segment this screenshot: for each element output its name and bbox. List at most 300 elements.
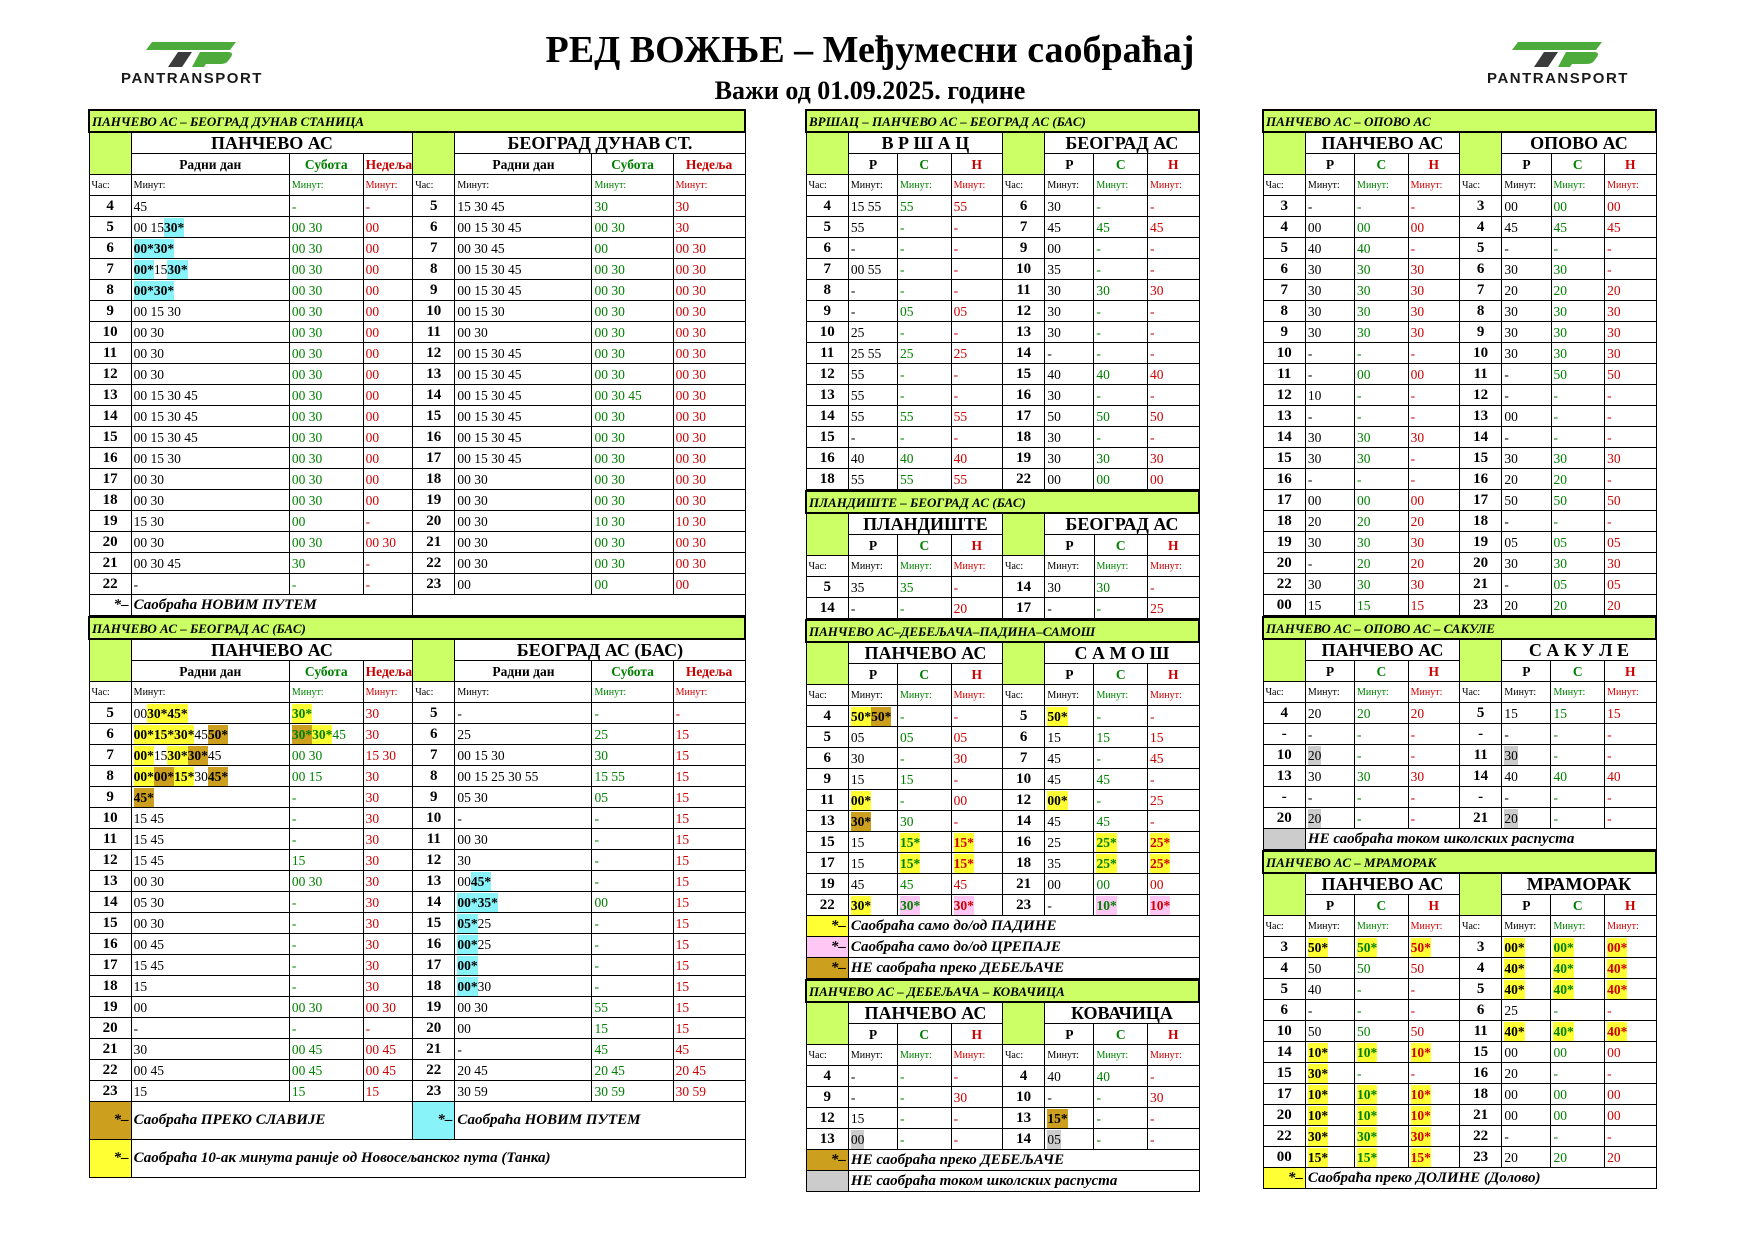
minute-label: Минут: xyxy=(1148,685,1200,706)
time-text: - xyxy=(1607,1128,1612,1144)
hour-cell: 19 xyxy=(1263,532,1305,553)
table-row xyxy=(1263,808,1656,829)
note-empty xyxy=(413,595,745,616)
time-text: - xyxy=(1149,387,1155,403)
minutes-cell xyxy=(1094,448,1148,469)
hour-label: Час: xyxy=(1459,682,1501,703)
hour-cell: 9 xyxy=(806,769,848,790)
minute-label: Минут: xyxy=(848,685,897,706)
minutes-cell xyxy=(1408,808,1459,829)
minutes-cell xyxy=(455,574,592,595)
time-text: 55 xyxy=(850,408,865,424)
minutes-cell xyxy=(1094,874,1148,895)
hour-cell: 17 xyxy=(806,853,848,874)
time-text: 00 xyxy=(1357,492,1371,508)
hour-cell: 3 xyxy=(1263,937,1305,958)
time-text: 00 15 30 45 xyxy=(457,366,522,382)
highlighted-time: 15* xyxy=(174,768,195,784)
minutes-cell xyxy=(363,745,413,766)
station-name: ПАНЧЕВО АС xyxy=(848,1002,1002,1024)
time-text: 00 xyxy=(365,345,380,361)
minutes-cell xyxy=(1605,1126,1656,1147)
highlighted-time: 25* xyxy=(1150,855,1171,871)
day-weekday: Р xyxy=(1305,154,1354,175)
time-text: 00 30 xyxy=(457,492,488,508)
hour-cell: 21 xyxy=(413,1039,455,1060)
minute-label: Минут: xyxy=(1355,916,1409,937)
minutes-cell xyxy=(1605,532,1656,553)
minutes-cell xyxy=(1355,259,1409,280)
time-text: - xyxy=(594,831,599,847)
minute-label: Минут: xyxy=(1605,682,1656,703)
time-text: 00 30 xyxy=(133,471,165,487)
time-text: 45 xyxy=(1149,219,1164,235)
table-row xyxy=(89,1018,745,1039)
time-text: 25 xyxy=(900,345,914,361)
minutes-cell xyxy=(673,427,745,448)
minutes-cell xyxy=(1045,727,1094,748)
minutes-cell xyxy=(131,1039,289,1060)
time-text: 15 xyxy=(675,915,690,931)
minutes-cell xyxy=(673,259,745,280)
table-row xyxy=(89,427,745,448)
hour-cell: 19 xyxy=(413,997,455,1018)
note-marker: *– xyxy=(413,1102,455,1140)
hour-cell: 14 xyxy=(1459,427,1501,448)
hour-cell: 14 xyxy=(1002,343,1044,364)
table-row xyxy=(1263,406,1656,427)
minutes-cell xyxy=(898,385,952,406)
hour-label: Час: xyxy=(1263,682,1305,703)
timetable xyxy=(1262,850,1657,1189)
hour-cell: 11 xyxy=(413,829,455,850)
time-text: 00 30 xyxy=(675,555,707,571)
table-row xyxy=(89,532,745,553)
hour-cell: 14 xyxy=(413,892,455,913)
minutes-cell xyxy=(592,745,673,766)
table-row xyxy=(806,874,1199,895)
highlighted-time: 40* xyxy=(1553,1023,1574,1039)
minutes-cell xyxy=(673,238,745,259)
minutes-cell xyxy=(848,1108,897,1129)
time-text: - xyxy=(1607,789,1612,805)
minutes-cell xyxy=(1045,301,1094,322)
time-text: 00 30 xyxy=(594,450,625,466)
minutes-cell xyxy=(1094,406,1148,427)
time-text: 05 xyxy=(1607,534,1621,550)
minutes-cell xyxy=(1605,574,1656,595)
time-text: 00 xyxy=(1607,198,1621,214)
time-text: 45 xyxy=(133,198,148,214)
highlighted-time: 10* xyxy=(1410,1044,1431,1060)
minutes-cell xyxy=(592,406,673,427)
day-saturday: Субота xyxy=(592,154,673,175)
hour-cell: 4 xyxy=(1002,1066,1044,1087)
hour-cell: 7 xyxy=(806,259,848,280)
table-row xyxy=(806,1108,1199,1129)
time-text: - xyxy=(1047,897,1052,913)
hour-cell: 22 xyxy=(413,553,455,574)
time-text: 00 30 xyxy=(675,471,707,487)
time-text: 30 xyxy=(1047,303,1061,319)
time-text: 00 30 xyxy=(291,747,323,763)
minutes-cell xyxy=(1551,553,1605,574)
time-text: - xyxy=(1096,240,1101,256)
time-text: 00 30 xyxy=(457,471,488,487)
time-text: 00 xyxy=(1607,1086,1621,1102)
minutes-cell xyxy=(1551,511,1605,532)
time-text: 50 xyxy=(1504,492,1518,508)
highlighted-time: 20 xyxy=(1504,810,1518,826)
table-row xyxy=(1263,1105,1656,1126)
hour-cell: 10 xyxy=(1263,745,1305,766)
minutes-cell xyxy=(1502,322,1551,343)
minutes-cell xyxy=(1045,322,1094,343)
time-text: - xyxy=(953,366,959,382)
minutes-cell xyxy=(1551,343,1605,364)
time-text: 00 xyxy=(594,240,608,256)
minutes-cell xyxy=(1551,469,1605,490)
minutes-cell xyxy=(289,913,363,934)
minutes-cell xyxy=(1148,1087,1199,1108)
note-marker: *– xyxy=(806,916,848,937)
table-row xyxy=(806,238,1199,259)
time-text: - xyxy=(1047,345,1052,361)
minutes-cell xyxy=(673,1039,745,1060)
highlighted-time: 50* xyxy=(207,726,229,742)
time-text: - xyxy=(1357,471,1362,487)
hour-cell: 12 xyxy=(413,343,455,364)
time-text: - xyxy=(900,1131,905,1147)
minutes-cell xyxy=(455,196,592,217)
time-text: - xyxy=(1307,198,1313,214)
time-text: - xyxy=(1357,1065,1362,1081)
time-text: 05 xyxy=(1607,576,1621,592)
time-text: 15 xyxy=(675,789,690,805)
hour-cell: 20 xyxy=(413,1018,455,1039)
minutes-cell xyxy=(592,322,673,343)
time-text: - xyxy=(1607,513,1612,529)
minutes-cell xyxy=(1502,553,1551,574)
minutes-cell xyxy=(1605,280,1656,301)
hour-cell: 4 xyxy=(806,1066,848,1087)
note-marker: *– xyxy=(89,1102,131,1140)
time-text: 00 45 xyxy=(133,936,165,952)
minutes-cell xyxy=(1408,385,1459,406)
minutes-cell xyxy=(951,364,1002,385)
hour-cell: 18 xyxy=(413,469,455,490)
time-text: 30 xyxy=(1553,324,1568,340)
table-row xyxy=(806,1129,1199,1150)
day-sunday: Н xyxy=(1408,154,1459,175)
hour-cell: 17 xyxy=(1459,490,1501,511)
hour-cell: 6 xyxy=(806,748,848,769)
minutes-cell xyxy=(848,469,897,490)
minutes-cell xyxy=(848,895,897,916)
minutes-cell xyxy=(673,196,745,217)
highlighted-time: 15* xyxy=(1307,1149,1329,1165)
table-row xyxy=(806,406,1199,427)
time-text: - xyxy=(594,852,599,868)
time-text: - xyxy=(1357,810,1362,826)
minutes-cell xyxy=(951,238,1002,259)
hour-cell: 17 xyxy=(413,955,455,976)
time-text: 30 xyxy=(1607,324,1621,340)
hour-cell: 15 xyxy=(413,406,455,427)
minutes-cell xyxy=(455,829,592,850)
hour-cell: 22 xyxy=(89,1060,131,1081)
minutes-cell xyxy=(1045,706,1094,727)
highlighted-time: 10* xyxy=(1410,1107,1431,1123)
time-text: 00 30 xyxy=(291,873,323,889)
time-text: 55 xyxy=(953,471,968,487)
minutes-cell xyxy=(363,997,413,1018)
minutes-cell xyxy=(1408,259,1459,280)
minute-label: Минут: xyxy=(1045,1045,1094,1066)
highlighted-time: 50* xyxy=(1307,939,1329,955)
time-text: - xyxy=(900,324,905,340)
minutes-cell xyxy=(1355,553,1409,574)
highlighted-time: 00* xyxy=(133,726,154,742)
hour-cell: 23 xyxy=(1002,895,1044,916)
hour-cell: 16 xyxy=(413,427,455,448)
station-name: ПАНЧЕВО АС xyxy=(848,642,1002,664)
minutes-cell xyxy=(1094,748,1148,769)
minutes-cell xyxy=(1408,343,1459,364)
time-text: 20 xyxy=(1553,1149,1567,1165)
day-weekday: Р xyxy=(1045,664,1094,685)
time-text: 00 xyxy=(365,324,380,340)
hour-cell: 21 xyxy=(1459,574,1501,595)
hour-cell: 15 xyxy=(89,913,131,934)
time-text: 15 xyxy=(675,747,690,763)
time-text: 15 xyxy=(675,957,690,973)
minutes-cell xyxy=(131,280,289,301)
time-text: - xyxy=(953,1068,959,1084)
minutes-cell xyxy=(1502,1105,1551,1126)
minutes-cell xyxy=(673,976,745,997)
time-text: - xyxy=(1357,1002,1362,1018)
timetable xyxy=(805,109,1200,490)
table-row xyxy=(806,1087,1199,1108)
time-text: - xyxy=(365,576,371,592)
table-row xyxy=(1263,511,1656,532)
table-row xyxy=(89,1081,745,1102)
minutes-cell xyxy=(1605,364,1656,385)
minutes-cell xyxy=(1148,598,1199,619)
minutes-cell xyxy=(363,955,413,976)
highlighted-time: 45* xyxy=(207,768,229,784)
hour-cell: 20 xyxy=(1263,1105,1305,1126)
hour-cell: 4 xyxy=(89,196,131,217)
minutes-cell xyxy=(592,574,673,595)
table-row xyxy=(806,427,1199,448)
minutes-cell xyxy=(1045,196,1094,217)
note-text: НЕ саобраћа преко ДЕБЕЉАЧЕ xyxy=(848,958,1199,979)
table-row xyxy=(89,259,745,280)
minutes-cell xyxy=(592,808,673,829)
time-text: - xyxy=(850,1089,856,1105)
time-text: - xyxy=(1096,708,1101,724)
table-row xyxy=(806,832,1199,853)
time-text: 15 45 xyxy=(133,810,165,826)
hour-cell: 16 xyxy=(89,934,131,955)
hour-cell: 17 xyxy=(1002,406,1044,427)
time-text: 00 30 xyxy=(365,999,397,1015)
time-text: 30 xyxy=(1553,555,1568,571)
table-row xyxy=(1263,1021,1656,1042)
minutes-cell xyxy=(363,1060,413,1081)
table-row xyxy=(89,703,745,724)
minutes-cell xyxy=(848,364,897,385)
minutes-cell xyxy=(1502,979,1551,1000)
hour-cell: 11 xyxy=(1263,364,1305,385)
minutes-cell xyxy=(363,196,413,217)
minutes-cell xyxy=(1502,1084,1551,1105)
minutes-cell xyxy=(673,724,745,745)
station-name: ПАНЧЕВО АС xyxy=(1305,132,1459,154)
hour-cell: 20 xyxy=(89,1018,131,1039)
time-text: 45 xyxy=(675,1041,690,1057)
time-text: 30 xyxy=(1357,768,1371,784)
note-marker: *– xyxy=(89,595,131,616)
time-text: 15 30 xyxy=(133,513,165,529)
time-text: 00 xyxy=(1047,876,1061,892)
table-row xyxy=(89,745,745,766)
minutes-cell xyxy=(131,1060,289,1081)
minutes-cell xyxy=(1408,490,1459,511)
minutes-cell xyxy=(363,892,413,913)
minutes-cell xyxy=(1148,748,1200,769)
minutes-cell xyxy=(131,934,289,955)
time-text: 00 30 xyxy=(133,324,165,340)
time-text: 00 30 xyxy=(594,429,625,445)
table-row xyxy=(1263,196,1656,217)
time-text: 00 15 xyxy=(291,768,323,784)
time-text: 00 15 30 45 xyxy=(133,408,198,424)
hour-label: Час: xyxy=(1002,175,1044,196)
minute-label: Минут: xyxy=(951,685,1002,706)
minutes-cell xyxy=(455,490,592,511)
day-sunday: Н xyxy=(1148,664,1200,685)
time-text: 00 xyxy=(133,705,148,721)
minutes-cell xyxy=(289,1018,363,1039)
minutes-cell xyxy=(1147,301,1199,322)
minutes-cell xyxy=(363,976,413,997)
minutes-cell xyxy=(1147,238,1199,259)
minutes-cell xyxy=(592,259,673,280)
hour-label: Час: xyxy=(806,685,848,706)
time-text: 15 xyxy=(133,978,148,994)
time-text: 40 xyxy=(900,450,914,466)
minutes-cell xyxy=(673,997,745,1018)
time-text: - xyxy=(953,324,959,340)
minute-label: Минут: xyxy=(898,1045,952,1066)
minutes-cell xyxy=(951,706,1002,727)
time-text: 15 xyxy=(1410,597,1425,613)
minutes-cell xyxy=(1551,1126,1605,1147)
minutes-cell xyxy=(898,1129,952,1150)
time-text: - xyxy=(1096,198,1101,214)
time-text: 50 xyxy=(1607,366,1621,382)
time-text: - xyxy=(1553,429,1559,445)
minutes-cell xyxy=(455,301,592,322)
time-text: 30 xyxy=(365,789,380,805)
minutes-cell xyxy=(131,406,289,427)
day-weekday: Радни дан xyxy=(455,154,592,175)
time-text: 45 xyxy=(1096,771,1110,787)
highlighted-time: 45* xyxy=(470,873,492,889)
minutes-cell xyxy=(1148,706,1200,727)
time-text: 00 30 xyxy=(365,534,397,550)
table-row xyxy=(806,790,1199,811)
time-text: 05 xyxy=(1553,576,1568,592)
minutes-cell xyxy=(363,448,413,469)
time-text: 15 xyxy=(133,1083,148,1099)
minutes-cell xyxy=(1305,595,1354,616)
station-name: В Р Ш А Ц xyxy=(848,132,1002,154)
time-text: 00 xyxy=(365,492,380,508)
minutes-cell xyxy=(131,322,289,343)
hour-cell: 7 xyxy=(89,259,131,280)
time-text: 15 45 xyxy=(133,852,165,868)
table-row xyxy=(89,976,745,997)
minutes-cell xyxy=(1045,577,1094,598)
highlighted-time: 05 xyxy=(1047,1131,1061,1147)
minutes-cell xyxy=(289,976,363,997)
minutes-cell xyxy=(1094,727,1148,748)
time-text: 00 xyxy=(291,513,306,529)
time-text: 50 xyxy=(1307,960,1322,976)
minutes-cell xyxy=(1148,769,1200,790)
highlighted-time: 30* xyxy=(1410,1128,1431,1144)
time-text: 00 30 xyxy=(675,261,707,277)
minutes-cell xyxy=(1502,958,1551,979)
time-text: 00 15 30 xyxy=(457,747,505,763)
highlighted-time: 35* xyxy=(477,894,498,910)
minutes-cell xyxy=(289,787,363,808)
minute-label: Минут: xyxy=(1551,682,1605,703)
time-text: - xyxy=(291,198,297,214)
time-text: 05 xyxy=(850,729,865,745)
minutes-cell xyxy=(131,1018,289,1039)
minutes-cell xyxy=(1148,895,1200,916)
table-row xyxy=(1263,574,1656,595)
hour-cell: 21 xyxy=(1459,1105,1501,1126)
time-text: - xyxy=(1607,408,1612,424)
minutes-cell xyxy=(1147,343,1199,364)
minutes-cell xyxy=(289,217,363,238)
time-text: 10 30 xyxy=(594,513,625,529)
table-row xyxy=(89,406,745,427)
time-text: 30 xyxy=(1307,282,1322,298)
minutes-cell xyxy=(1408,238,1459,259)
minutes-cell xyxy=(363,808,413,829)
note-marker: *– xyxy=(806,958,848,979)
hour-cell: 14 xyxy=(1002,811,1044,832)
minutes-cell xyxy=(1551,724,1605,745)
time-text: 00 15 30 xyxy=(133,303,181,319)
minutes-cell xyxy=(1551,532,1605,553)
time-text: 25 55 xyxy=(850,345,882,361)
minute-label: Минут: xyxy=(1502,916,1551,937)
minutes-cell xyxy=(455,766,592,787)
hour-cell: 12 xyxy=(1263,385,1305,406)
minutes-cell xyxy=(1502,532,1551,553)
hour-cell: 22 xyxy=(1263,574,1305,595)
minutes-cell xyxy=(592,427,673,448)
minutes-cell xyxy=(848,727,897,748)
